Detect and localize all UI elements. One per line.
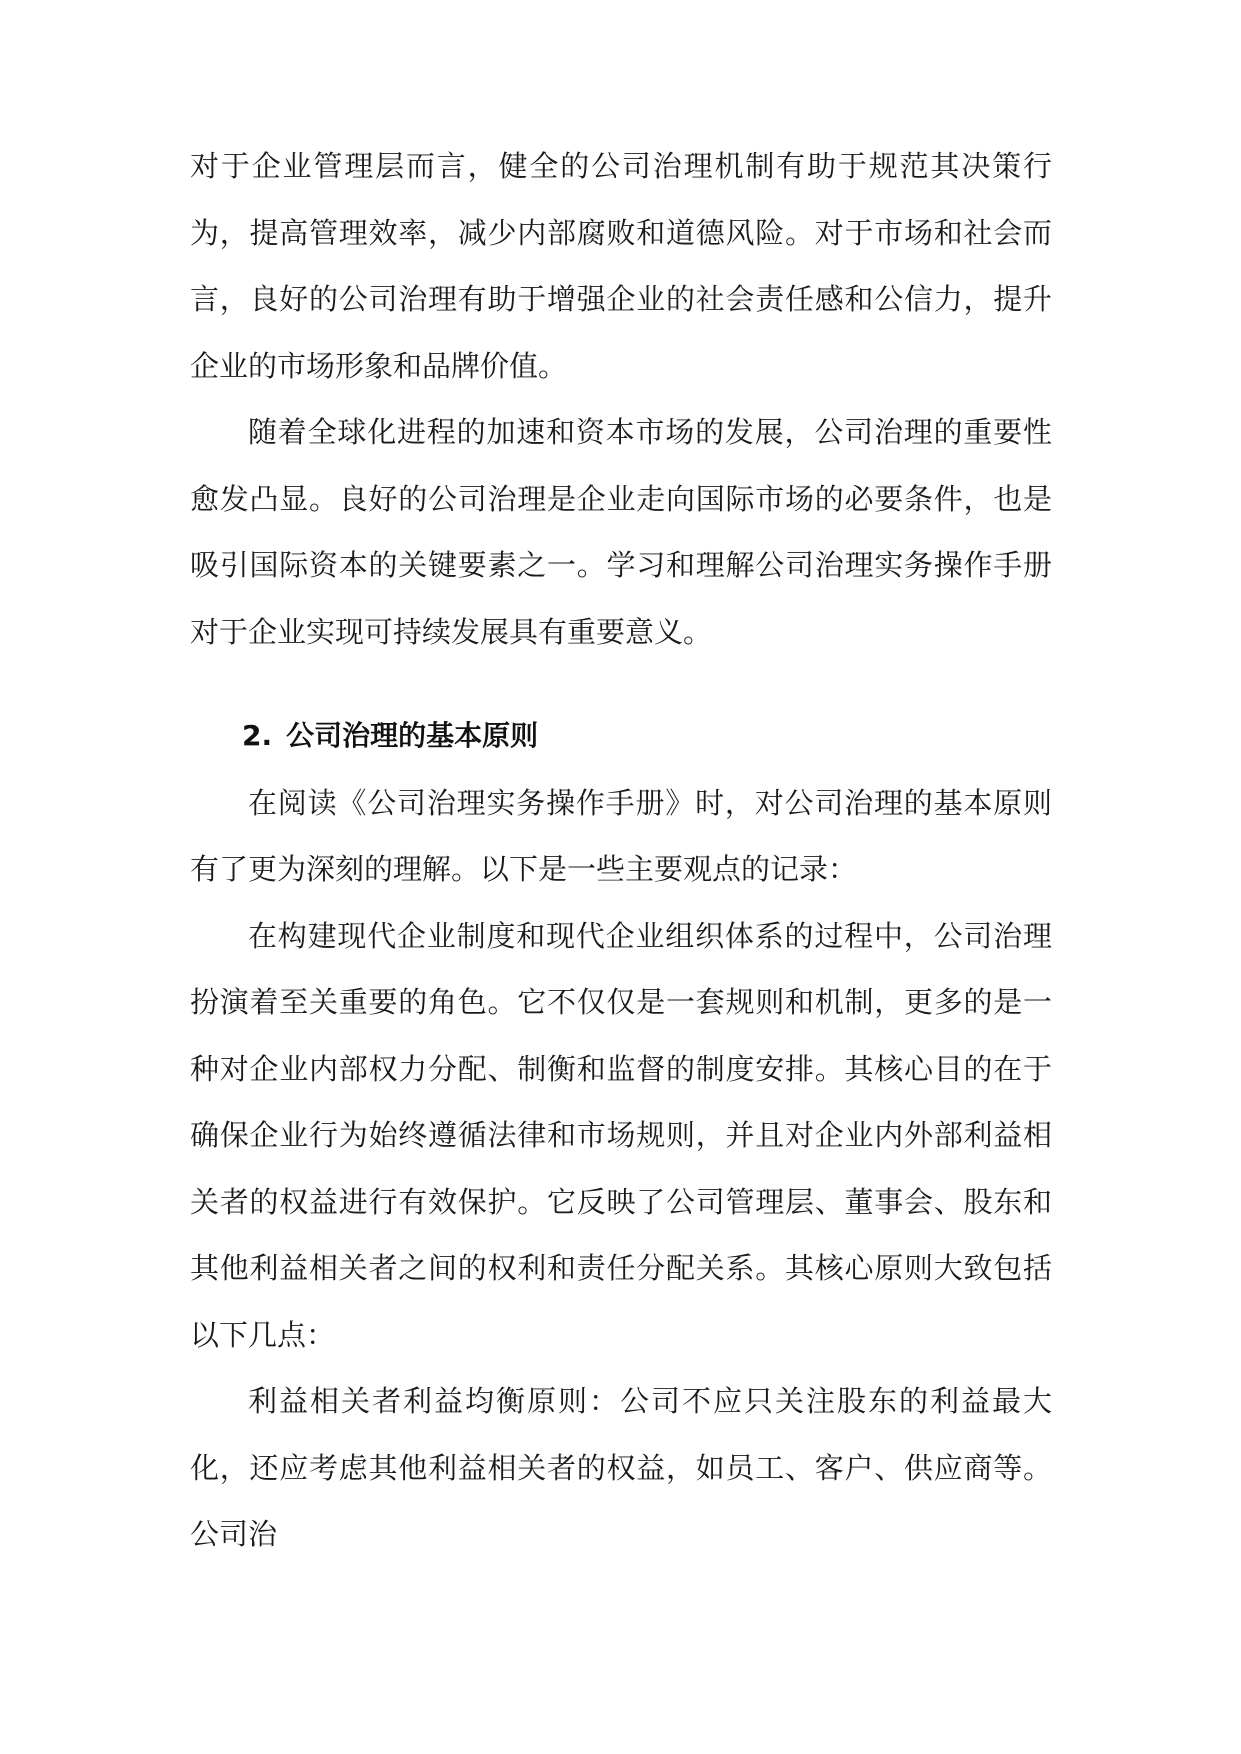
section-heading: [190, 703, 1052, 770]
paragraph-governance-role: 在构建现代企业制度和现代企业组织体系的过程中，公司治理扮演着至关重要的角色。它不仅仅是一套规则和机制，更多的是一种对企业内部权力分配、制衡和监督的制度安排。其核心目的在于确保企业行为始终遵循法律和市场规则，并且对企业内外部利益相关者的权益进行有效保护。它反映了公司管理层、董事会、股东和其他利益相关者之间的权利和责任分配关系。其核心原则大致包括以下几点：: [190, 918, 1052, 1352]
paragraph-management-benefits: 对于企业管理层而言，健全的公司治理机制有助于规范其决策行为，提高管理效率，减少内部腐败和道德风险。对于市场和社会而言，良好的公司治理有助于增强企业的社会责任感和公信力，提升企业的市场形象和品牌价值。: [190, 149, 1052, 383]
section-title: 公司治理的基本原则: [286, 719, 539, 752]
paragraph-reading-notes: 在阅读《公司治理实务操作手册》时，对公司治理的基本原则有了更为深刻的理解。以下是一些主要观点的记录：: [190, 785, 1052, 886]
document-body: [190, 133, 1052, 1568]
paragraph-globalization: 随着全球化进程的加速和资本市场的发展，公司治理的重要性愈发凸显。良好的公司治理是企业走向国际市场的必要条件，也是吸引国际资本的关键要素之一。学习和理解公司治理实务操作手册对于企业实现可持续发展具有重要意义。: [190, 415, 1052, 649]
paragraph-stakeholder-principle: 利益相关者利益均衡原则：公司不应只关注股东的利益最大化，还应考虑其他利益相关者的权益，如员工、客户、供应商等。公司治: [190, 1384, 1052, 1551]
section-number: 2.: [242, 719, 273, 752]
